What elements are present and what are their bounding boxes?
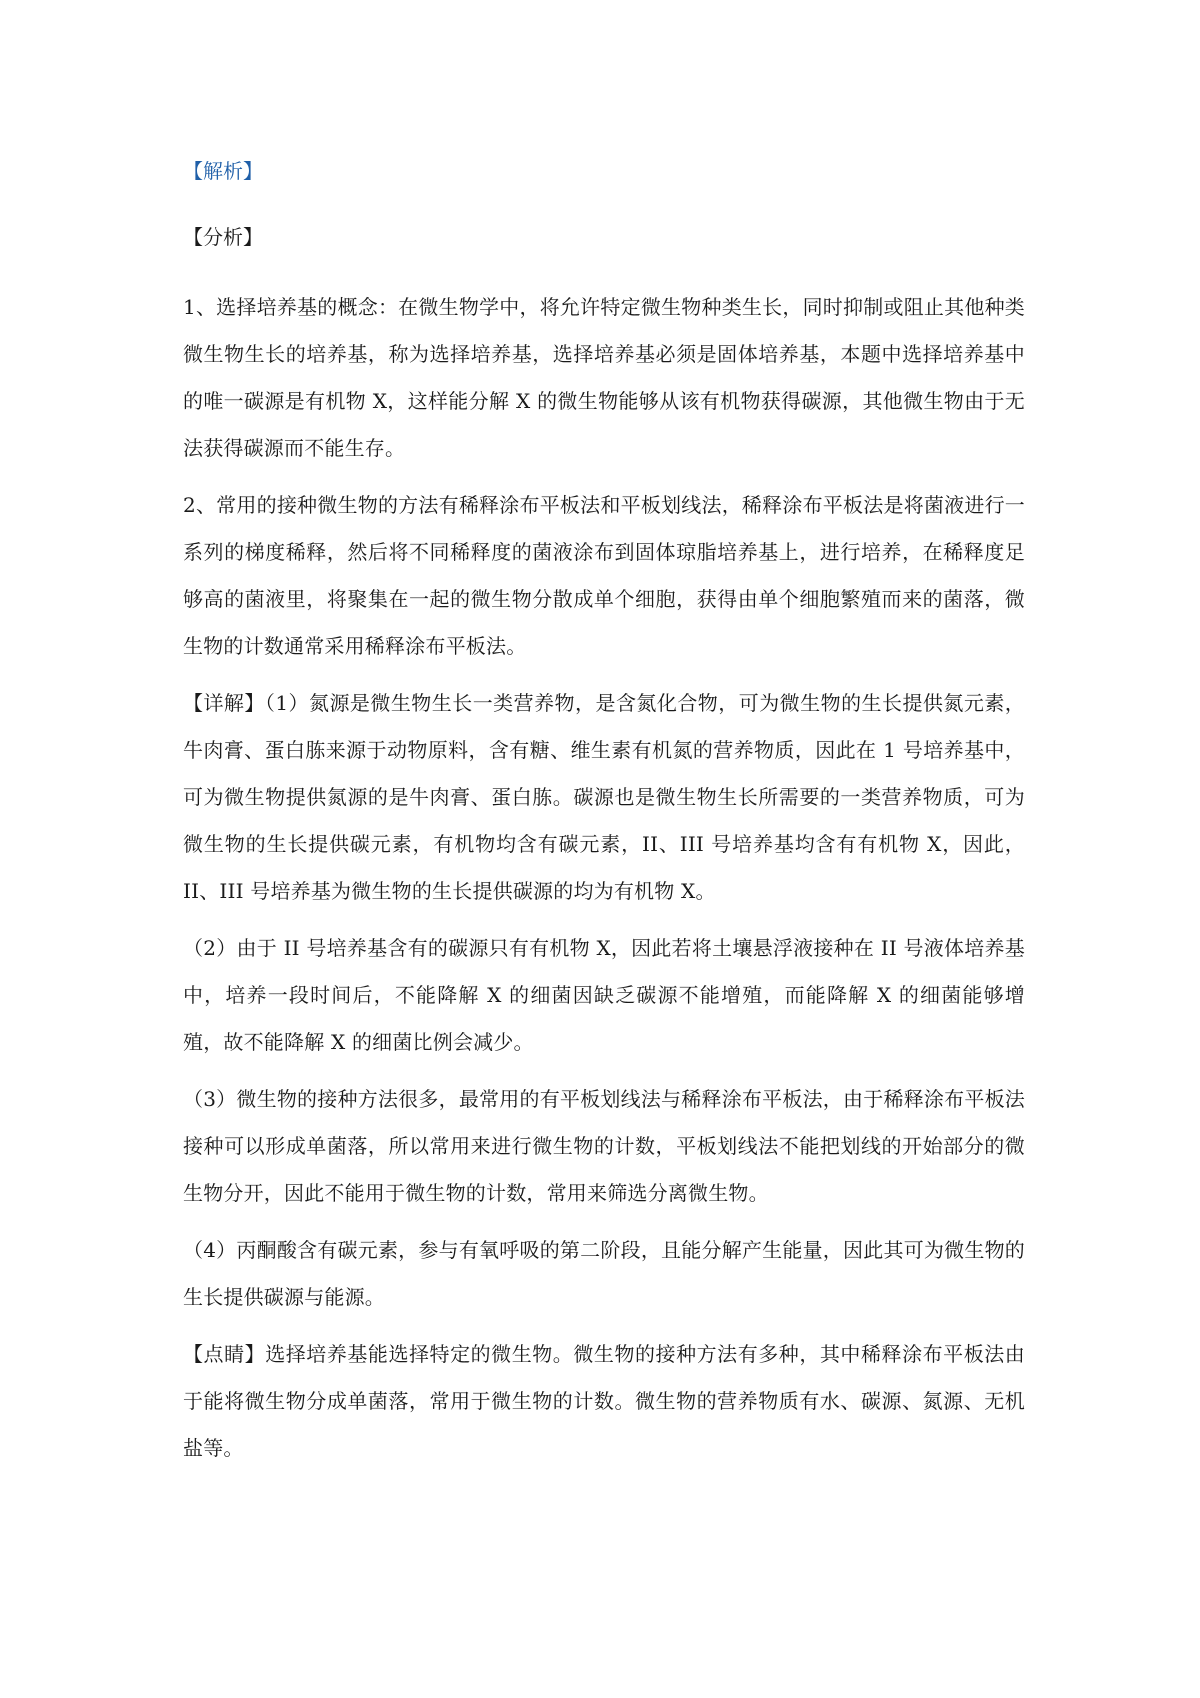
paragraph-dianjing — [183, 1331, 1025, 1472]
detail-tag: 【详解】 — [183, 691, 265, 715]
paragraph-detail-2: （2）由于 II 号培养基含有的碳源只有有机物 X，因此若将土壤悬浮液接种在 II 号液体培养基中，培养一段时间后，不能降解 X 的细菌因缺乏碳源不能增殖，而能降解 X 的细菌能够增殖，故不能降解 X 的细菌比例会减少。 — [183, 936, 1025, 1054]
detail-1-text: （1）氮源是微生物生长一类营养物，是含氮化合物，可为微生物的生长提供氮元素，牛肉膏、蛋白胨来源于动物原料，含有糖、维生素有机氮的营养物质，因此在 1 号培养基中，可为微生物提供氮源的是牛肉膏、蛋白胨。碳源也是微生物生长所需要的一类营养物质，可为微生物的生长提供碳元素，有机物均含有碳元素，II、III 号培养基均含有有机物 X，因此，II、III 号培养基为微生物的生长提供碳源的均为有机物 X。 — [183, 691, 1025, 903]
document-page — [183, 152, 1025, 1482]
fenxi-heading: 【分析】 — [183, 225, 263, 249]
analysis-heading: 【解析】 — [183, 159, 263, 183]
dianjing-tag: 【点睛】 — [183, 1342, 266, 1366]
paragraph-detail-1 — [183, 680, 1025, 915]
paragraph-detail-4: （4）丙酮酸含有碳元素，参与有氧呼吸的第二阶段，且能分解产生能量，因此其可为微生物的生长提供碳源与能源。 — [183, 1238, 1025, 1309]
dianjing-text: 选择培养基能选择特定的微生物。微生物的接种方法有多种，其中稀释涂布平板法由于能将微生物分成单菌落，常用于微生物的计数。微生物的营养物质有水、碳源、氮源、无机盐等。 — [183, 1342, 1025, 1460]
paragraph-selective-medium: 1、选择培养基的概念：在微生物学中，将允许特定微生物种类生长，同时抑制或阻止其他种类微生物生长的培养基，称为选择培养基，选择培养基必须是固体培养基，本题中选择培养基中的唯一碳源是有机物 X，这样能分解 X 的微生物能够从该有机物获得碳源，其他微生物由于无法获得碳源而不能生存。 — [183, 295, 1025, 460]
paragraph-detail-3: （3）微生物的接种方法很多，最常用的有平板划线法与稀释涂布平板法，由于稀释涂布平板法接种可以形成单菌落，所以常用来进行微生物的计数，平板划线法不能把划线的开始部分的微生物分开，因此不能用于微生物的计数，常用来筛选分离微生物。 — [183, 1087, 1025, 1205]
paragraph-inoculation-methods: 2、常用的接种微生物的方法有稀释涂布平板法和平板划线法，稀释涂布平板法是将菌液进行一系列的梯度稀释，然后将不同稀释度的菌液涂布到固体琼脂培养基上，进行培养，在稀释度足够高的菌液里，将聚集在一起的微生物分散成单个细胞，获得由单个细胞繁殖而来的菌落，微生物的计数通常采用稀释涂布平板法。 — [183, 493, 1025, 658]
